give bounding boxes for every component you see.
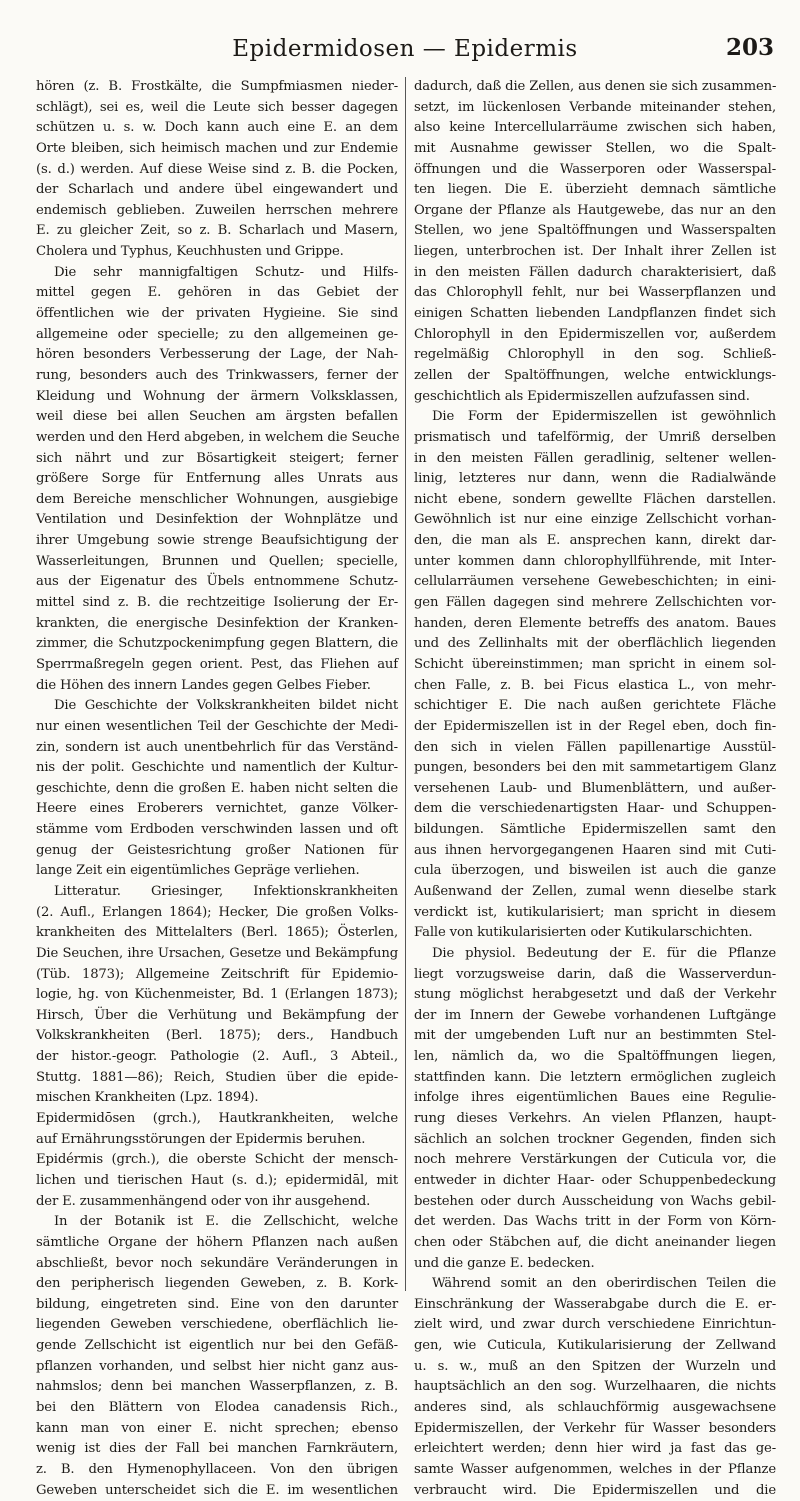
text-line: liegenden Geweben verschiedene, oberflächlich lie- [36,1317,398,1333]
text-line: Orte bleiben, sich heimisch machen und zur Endemie [36,140,398,156]
text-line: schichtiger E. Die nach außen gerichtete Fläche [414,698,776,714]
text-line: rung dieses Verkehrs. An vielen Pflanzen, haupt- [414,1111,776,1127]
text-line: Sperrmaßregeln gegen orient. Pest, das Fliehen auf [36,656,398,672]
text-line: genug der Geistesrichtung großer Nationen für [36,842,398,858]
text-line: schlägt), sei es, weil die Leute sich besser dagegen [36,99,398,115]
text-line: len, nämlich da, wo die Spaltöffnungen liegen, [414,1049,776,1065]
text-line: Epidermidōsen (grch.), Hautkrankheiten, welche [36,1111,398,1127]
text-line: Die Geschichte der Volkskrankheiten bildet nicht [54,698,398,714]
text-line: das Chlorophyll fehlt, nur bei Wasserpflanzen und [414,285,776,301]
text-line: sämtliche Organe der höhern Pflanzen nach außen [36,1234,398,1250]
text-line: nicht ebene, sondern gewellte Flächen darstellen. [414,491,776,507]
text-line: endemisch geblieben. Zuweilen herrschen mehrere [36,202,398,218]
text-line: Außenwand der Zellen, zumal wenn dieselbe stark [414,883,776,899]
text-line: Während somit an den oberirdischen Teilen die [432,1276,776,1292]
text-line: Ventilation und Desinfektion der Wohnplätze und [36,512,398,528]
text-line: den sich in vielen Fällen papillenartige Ausstül- [414,739,776,755]
text-line: aus der Eigenatur des Übels entnommene Schutz- [36,574,398,590]
column-divider [405,77,406,1291]
text-line: allgemeine oder specielle; zu den allgemeinen ge- [36,326,398,342]
text-line: nur einen wesentlichen Teil der Geschichte der Medi- [36,718,398,734]
text-line: versehenen Laub- und Blumenblättern, und außer- [414,780,776,796]
text-line: nis der polit. Geschichte und namentlich der Kultur- [36,760,398,776]
text-line: hören (z. B. Frostkälte, die Sumpfmiasmen nieder- [36,79,398,94]
text-line: Cholera und Typhus, Keuchhusten und Grippe. [36,244,344,260]
text-line: mittel sind z. B. die rechtzeitige Isolierung der Er- [36,595,398,611]
text-line: die Höhen des innern Landes gegen Gelbes Fieber. [36,677,371,693]
text-line: anderes sind, als schlauchförmig ausgewachsene [414,1400,776,1415]
text-line: Heere eines Eroberers vernichtet, ganze Völker- [36,801,398,817]
text-line: zellen der Spaltöffnungen, welche entwicklungs- [414,367,776,383]
text-line: cula überzogen, und bisweilen ist auch die ganze [414,863,776,879]
text-line: krankheiten des Mittelalters (Berl. 1865); Österlen, [36,925,398,941]
text-line: bei den Blättern von Elodea canadensis Rich., [36,1400,398,1415]
text-line: Gewöhnlich ist nur eine einzige Zellschicht vorhan- [414,512,776,528]
text-line: unter kommen dann chlorophyllführende, mit Inter- [414,553,776,569]
text-line: Die physiol. Bedeutung der E. für die Pflanze [432,945,776,961]
text-line: mischen Krankheiten (Lpz. 1894). [36,1090,259,1106]
text-line: dem Bereiche menschlicher Wohnungen, ausgiebige [36,491,398,507]
text-line: Epidérmis (grch.), die oberste Schicht der mensch- [36,1152,398,1168]
text-line: bildung, eingetreten sind. Eine von den darunter [36,1296,398,1312]
text-line: einigen Schatten liebenden Landpflanzen findet sich [414,306,776,322]
text-line: den, die man als E. ansprechen kann, direkt dar- [414,533,776,549]
text-line: mittel gegen E. gehören in das Gebiet der [36,285,398,301]
text-line: Die sehr mannigfaltigen Schutz- und Hilfs- [54,264,398,280]
text-line: cellularräumen versehene Gewebeschichten; in eini- [414,574,776,590]
text-line: liegt vorzugsweise darin, daß die Wasserverdun- [414,966,776,982]
text-line: gen, wie Cuticula, Kutikularisierung der Zellwand [414,1338,776,1354]
text-line: aus ihnen hervorgegangenen Haaren sind mit Cuti- [414,842,776,858]
text-line: den peripherisch liegenden Geweben, z. B. Kork- [36,1276,398,1292]
text-line: logie, hg. von Küchenmeister, Bd. 1 (Erlangen 1873); [36,987,398,1003]
text-line: in den meisten Fällen geradlinig, seltener wellen- [414,450,776,466]
text-line: dem die verschiedenartigsten Haar- und Schuppen- [414,801,776,817]
text-line: pungen, besonders bei den mit sammetartigem Glanz [414,760,776,776]
text-line: stattfinden kann. Die letztern ermöglichen zugleich [414,1069,776,1085]
text-line: Kleidung und Wohnung der ärmern Volksklassen, [36,388,398,404]
text-line: stämme vom Erdboden verschwinden lassen und oft [36,822,398,838]
text-line: zin, sondern ist auch unentbehrlich für das Verständ- [36,739,398,755]
text-line: chen Falle, z. B. bei Ficus elastica L., von mehr- [414,677,776,693]
text-line: mit Ausnahme gewisser Stellen, wo die Spalt- [414,140,776,156]
text-line: Organe der Pflanze als Hautgewebe, das nur an den [414,202,776,218]
text-line: (2. Aufl., Erlangen 1864); Hecker, Die großen Volks- [36,904,398,920]
text-line: nahmslos; denn bei manchen Wasserpflanzen, z. B. [36,1379,398,1395]
text-line: rung, besonders auch des Trinkwassers, ferner der [36,367,398,383]
text-line: Volkskrankheiten (Berl. 1875); ders., Handbuch [36,1028,398,1044]
text-line: erleichtert werden; denn hier wird ja fast das ge- [414,1441,776,1457]
text-line: regelmäßig Chlorophyll in den sog. Schließ- [414,347,776,363]
text-line: Wasserleitungen, Brunnen und Quellen; specielle, [36,553,398,569]
text-line: zielt wird, und zwar durch verschiedene Einrichtun- [414,1317,776,1333]
text-line: Geweben unterscheidet sich die E. im wesentlichen [36,1482,398,1498]
text-line: sich nährt und zur Bösartigkeit steigert; ferner [36,450,398,466]
text-line: E. zu gleicher Zeit, so z. B. Scharlach und Masern, [36,223,398,239]
text-line: mit der umgebenden Luft nur an bestimmten Stel- [414,1028,776,1044]
text-line: der im Innern der Gewebe vorhandenen Luftgänge [414,1007,776,1023]
text-line: noch mehrere Verstärkungen der Cuticula vor, die [414,1152,776,1168]
text-line: Stuttg. 1881—86); Reich, Studien über die epide- [36,1069,398,1085]
text-line: (Tüb. 1873); Allgemeine Zeitschrift für Epidemio- [36,966,398,982]
text-line: stung möglichst herabgesetzt und daß der Verkehr [414,987,776,1003]
text-line: zimmer, die Schutzpockenimpfung gegen Blattern, die [36,636,398,652]
text-line: handen, deren Elemente betreffs des anatom. Baues [414,615,776,631]
text-line: liegen, unterbrochen ist. Der Inhalt ihrer Zellen ist [414,244,776,260]
text-line: linig, letzteres nur dann, wenn die Radialwände [414,471,776,487]
text-line: auf Ernährungsstörungen der Epidermis beruhen. [36,1131,366,1147]
text-line: werden und den Herd abgeben, in welchem die Seuche [36,429,400,445]
text-line: Stellen, wo jene Spaltöffnungen und Wasserspalten [414,223,776,239]
text-line: der Scharlach und andere übel eingewandert und [36,182,398,198]
text-line: ihrer Umgebung sowie strenge Beaufsichtigung der [36,533,398,549]
text-line: setzt, im lückenlosen Verbande miteinander stehen, [414,99,776,115]
text-line: lange Zeit ein eigentümliches Gepräge verliehen. [36,863,360,879]
text-line: u. s. w., muß an den Spitzen der Wurzeln und [414,1358,776,1374]
text-line: der Epidermiszellen ist in der Regel eben, doch fin- [414,718,776,734]
text-line: ten liegen. Die E. überzieht demnach sämtliche [414,182,776,198]
text-line: krankten, die energische Desinfektion der Kranken- [36,615,398,631]
text-line: Falle von kutikularisierten oder Kutikularschichten. [414,925,753,941]
text-line: wenig ist dies der Fall bei manchen Farnkräutern, [36,1441,398,1457]
text-line: öffnungen und die Wasserporen oder Wasserspal- [414,161,776,177]
text-line: bildungen. Sämtliche Epidermiszellen samt den [414,822,776,838]
text-line: also keine Intercellularräume zwischen sich haben, [414,120,776,136]
text-line: Die Seuchen, ihre Ursachen, Gesetze und Bekämpfung [36,945,398,961]
text-line: kann man von einer E. nicht sprechen; ebenso [36,1420,398,1436]
text-line: Chlorophyll in den Epidermiszellen vor, außerdem [414,326,776,342]
text-line: In der Botanik ist E. die Zellschicht, welche [54,1214,398,1230]
text-line: entweder in dichter Haar- oder Schuppenbedeckung [414,1172,776,1188]
text-line: infolge ihres eigentümlichen Baues eine Regulie- [414,1090,776,1106]
text-line: öffentlichen wie der privaten Hygieine. Sie sind [36,306,398,322]
page-number: 203 [725,34,774,61]
text-line: verbraucht wird. Die Epidermiszellen und die [414,1482,776,1498]
text-line: lichen und tierischen Haut (s. d.); epidermidāl, mit [36,1172,398,1188]
text-line: abschließt, bevor noch sekundäre Veränderungen in [36,1255,398,1271]
text-line: gen Fällen dagegen sind mehrere Zellschichten vor- [414,595,776,611]
text-line: Litteratur. Griesinger, Infektionskrankheiten [54,883,398,899]
text-line: prismatisch und tafelförmig, der Umriß derselben [414,429,776,445]
text-line: samte Wasser aufgenommen, welches in der Pflanze [414,1461,776,1477]
text-line: und des Zellinhalts mit der oberflächlich liegenden [414,636,776,652]
text-line: dadurch, daß die Zellen, aus denen sie sich zusammen- [414,79,777,94]
running-header [36,34,774,68]
text-line: det werden. Das Wachs tritt in der Form von Körn- [414,1214,776,1230]
text-line: bestehen oder durch Ausscheidung von Wachs gebil- [414,1193,776,1209]
text-line: pflanzen vorhanden, und selbst hier nicht ganz aus- [36,1358,398,1374]
text-line: hören besonders Verbesserung der Lage, der Nah- [36,347,398,363]
text-line: verdickt ist, kutikularisiert; man spricht in diesem [414,904,776,920]
text-line: Hirsch, Über die Verhütung und Bekämpfung der [36,1007,398,1023]
text-line: Die Form der Epidermiszellen ist gewöhnlich [432,409,776,425]
text-line: Epidermiszellen, der Verkehr für Wasser besonders [414,1420,776,1436]
text-columns [36,77,777,1498]
text-line: Schicht übereinstimmen; man spricht in einem sol- [414,656,776,672]
text-line: weil diese bei allen Seuchen am ärgsten befallen [36,409,398,425]
right-column [414,77,777,1498]
text-line: sächlich an solchen trockner Gegenden, finden sich [414,1131,776,1147]
text-line: größere Sorge für Entfernung alles Unrats aus [36,471,398,487]
text-line: chen oder Stäbchen auf, die dicht aneinander liegen [414,1234,776,1250]
text-line: gende Zellschicht ist eigentlich nur bei den Gefäß- [36,1338,398,1354]
text-line: der histor.-geogr. Pathologie (2. Aufl., 3 Abteil., [36,1049,398,1065]
text-line: in den meisten Fällen dadurch charakterisiert, daß [414,264,776,280]
text-line: geschichte, denn die großen E. haben nicht selten die [36,780,398,796]
left-column [36,77,400,1498]
text-line: schützen u. s. w. Doch kann auch eine E. an dem [36,120,398,136]
text-line: hauptsächlich an den sog. Wurzelhaaren, die nichts [414,1379,776,1395]
header-title: Epidermidosen — Epidermis [232,36,578,62]
text-line: (s. d.) werden. Auf diese Weise sind z. B. die Pocken, [36,161,398,177]
text-line: z. B. den Hymenophyllaceen. Von den übrigen [36,1461,398,1477]
text-line: geschichtlich als Epidermiszellen aufzufassen sind. [414,388,750,404]
text-line: der E. zusammenhängend oder von ihr ausgehend. [36,1193,371,1209]
text-line: und die ganze E. bedecken. [414,1255,595,1271]
text-line: Einschränkung der Wasserabgabe durch die E. er- [414,1296,776,1312]
